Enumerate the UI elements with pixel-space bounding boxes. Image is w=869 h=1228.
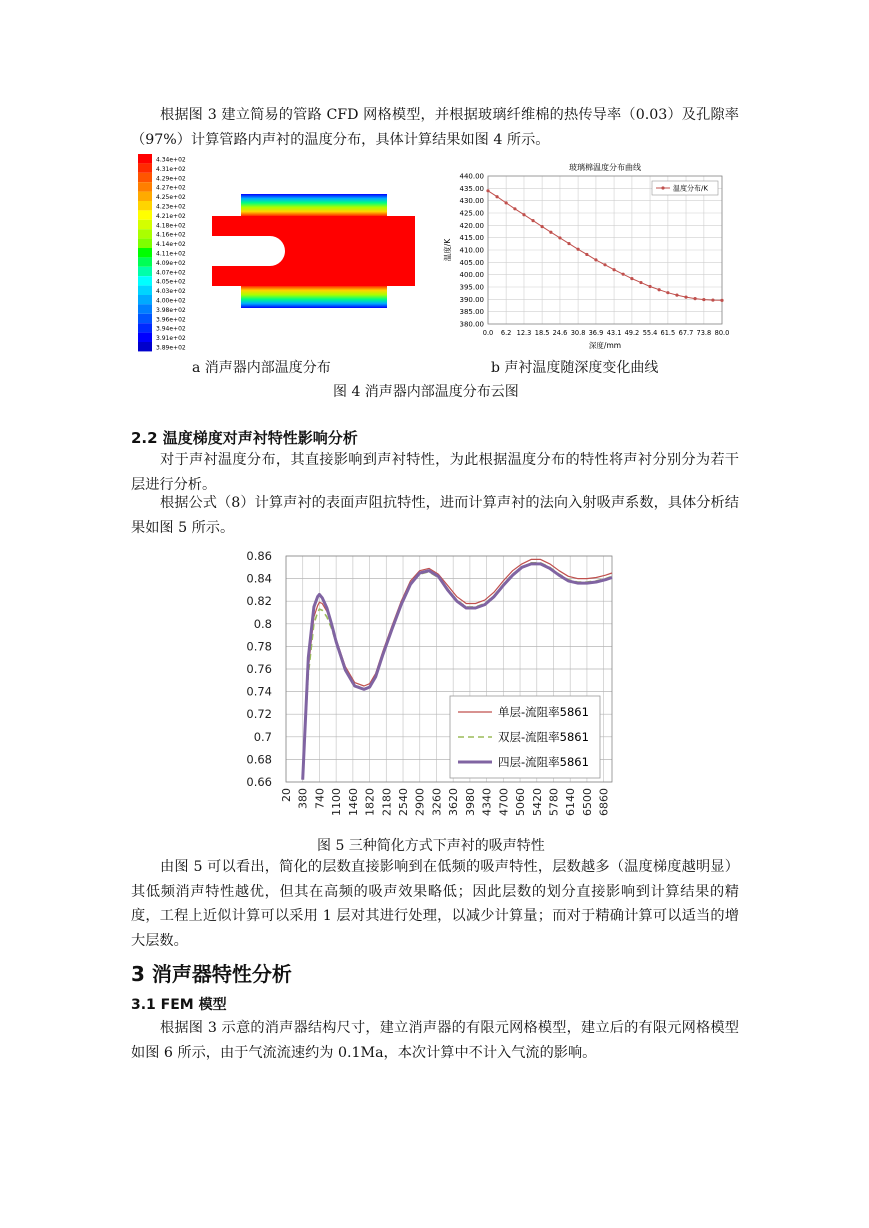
x-tick-label: 49.2 [624, 329, 640, 337]
temperature-point [585, 253, 588, 256]
x-tick-label: 380 [296, 788, 310, 809]
x-tick-label: 18.5 [534, 329, 550, 337]
intro-paragraph: 根据图 3 建立简易的管路 CFD 网格模型，并根据玻璃纤维棉的热传导率（0.03）及孔隙率（97%）计算管路内声衬的温度分布，具体计算结果如图 4 所示。 [131, 107, 739, 148]
section-3-title: 3 消声器特性分析 [131, 962, 292, 986]
legend-swatch [138, 342, 152, 351]
y-tick-label: 440.00 [459, 172, 484, 181]
x-tick-label: 5420 [530, 788, 544, 816]
liner-bottom [241, 286, 387, 308]
fig4-sub-b: b 声衬温度随深度变化曲线 [491, 360, 659, 376]
y-tick-label: 400.00 [459, 271, 484, 280]
x-tick-label: 30.8 [570, 329, 586, 337]
x-tick-label: 55.4 [642, 329, 658, 337]
legend-swatch [138, 267, 152, 276]
y-tick-label: 0.78 [246, 639, 272, 654]
legend-value: 4.09e+02 [156, 259, 186, 267]
x-axis-label: 深度/mm [588, 341, 622, 350]
legend-swatch [138, 304, 152, 313]
y-tick-label: 0.68 [246, 752, 272, 767]
temperature-point [675, 294, 678, 297]
legend-value: 4.21e+02 [156, 212, 186, 220]
temperature-point [684, 296, 687, 299]
legend-swatch [138, 286, 152, 295]
legend-swatch [138, 276, 152, 285]
legend-swatch [138, 239, 152, 248]
legend-value: 4.23e+02 [156, 203, 186, 211]
legend-swatch [138, 295, 152, 304]
x-tick-label: 3260 [430, 788, 444, 816]
x-tick-label: 3980 [463, 788, 477, 816]
y-tick-label: 390.00 [459, 295, 484, 304]
analysis-paragraph: 由图 5 可以看出，简化的层数直接影响到在低频的吸声特性，层数越多（温度梯度越明显）其低频消声特性越优，但其在高频的吸声效果略低；因此层数的划分直接影响到计算结果的精度，工程上近似计算可以采用 1 层对其进行处理，以减少计算量；而对于精确计算可以适当的增大层数。 [131, 859, 739, 949]
legend-value: 4.29e+02 [156, 175, 186, 183]
y-tick-label: 405.00 [459, 258, 484, 267]
temperature-point [711, 298, 714, 301]
legend-label: 四层-流阻率5861 [498, 755, 589, 769]
y-tick-label: 0.84 [246, 571, 272, 586]
x-tick-label: 73.8 [696, 329, 712, 337]
legend-swatch [138, 257, 152, 266]
legend-value: 4.11e+02 [156, 250, 186, 258]
y-tick-label: 0.76 [246, 662, 272, 676]
temperature-point [567, 242, 570, 245]
legend-value: 4.18e+02 [156, 222, 186, 230]
legend-swatch [138, 163, 152, 172]
legend-value: 4.03e+02 [156, 288, 186, 296]
y-axis-label: 温度/K [443, 238, 452, 262]
liner-top [241, 194, 387, 216]
y-tick-label: 415.00 [459, 234, 484, 243]
temperature-point [505, 201, 508, 204]
legend-swatch [138, 323, 152, 332]
section-2-2-title: 2.2 温度梯度对声衬特性影响分析 [131, 429, 358, 447]
fig4b-chart [440, 158, 735, 354]
x-tick-label: 24.6 [552, 329, 568, 337]
temperature-point [495, 195, 498, 198]
legend-label: 双层-流阻率5861 [498, 730, 589, 744]
temp-depth-chart [440, 158, 735, 354]
y-tick-label: 0.72 [246, 707, 272, 722]
legend-value: 3.96e+02 [156, 316, 186, 324]
x-tick-label: 5780 [547, 788, 561, 816]
temperature-point [522, 213, 525, 216]
y-tick-label: 410.00 [459, 246, 484, 255]
legend-swatch [138, 210, 152, 219]
x-tick-label: 6140 [564, 788, 578, 816]
temperature-series-line [488, 191, 722, 300]
x-tick-label: 2900 [413, 788, 427, 816]
x-tick-label: 36.9 [588, 329, 604, 337]
y-tick-label: 430.00 [459, 197, 484, 206]
temperature-point [486, 189, 489, 192]
temperature-point [603, 263, 606, 266]
x-tick-label: 4700 [497, 788, 511, 816]
temperature-point [622, 273, 625, 276]
x-tick-label: 12.3 [516, 329, 532, 337]
x-tick-label: 5060 [514, 788, 528, 816]
y-tick-label: 0.86 [246, 549, 272, 563]
y-tick-label: 420.00 [459, 221, 484, 230]
y-tick-label: 395.00 [459, 283, 484, 292]
temperature-point [594, 258, 597, 261]
fig4-sub-a: a 消声器内部温度分布 [192, 360, 331, 376]
temperature-point [513, 207, 516, 210]
chart-title: 玻璃棉温度分布曲线 [569, 163, 641, 172]
x-tick-label: 6.2 [500, 329, 512, 337]
legend-swatch [138, 220, 152, 229]
legend-value: 4.34e+02 [156, 156, 186, 164]
section-3-1-paragraph: 根据图 3 示意的消声器结构尺寸，建立消声器的有限元网格模型，建立后的有限元网格模型如图 6 所示，由于气流流速约为 0.1Ma，本次计算中不计入气流的影响。 [131, 1020, 739, 1061]
y-tick-label: 425.00 [459, 209, 484, 218]
section-2-2-p2: 根据公式（8）计算声衬的表面声阻抗特性，进而计算声衬的法向入射吸声系数，具体分析结果如图 5 所示。 [131, 495, 739, 536]
legend-marker [661, 186, 664, 189]
legend-value: 4.05e+02 [156, 278, 186, 286]
y-tick-label: 0.7 [253, 729, 272, 744]
fig5-chart [240, 546, 620, 828]
x-tick-label: 20 [280, 788, 293, 802]
y-tick-label: 0.82 [246, 594, 272, 609]
legend-value: 4.25e+02 [156, 194, 186, 202]
legend-value: 3.91e+02 [156, 335, 186, 343]
legend-value: 3.98e+02 [156, 306, 186, 314]
temperature-point [612, 268, 615, 271]
x-tick-label: 6500 [580, 788, 594, 816]
x-tick-label: 4340 [480, 788, 494, 816]
y-tick-label: 385.00 [459, 308, 484, 317]
x-tick-label: 3620 [447, 788, 461, 816]
fig5-caption: 图 5 三种简化方式下声衬的吸声特性 [317, 838, 545, 854]
temperature-point [541, 225, 544, 228]
legend-swatch [138, 182, 152, 191]
temperature-point [549, 231, 552, 234]
y-tick-label: 435.00 [459, 184, 484, 193]
legend-value: 4.00e+02 [156, 297, 186, 305]
temperature-point [702, 298, 705, 301]
x-tick-label: 0.0 [482, 329, 494, 337]
x-tick-label: 6860 [597, 788, 611, 816]
section-2-2-p1: 对于声衬温度分布，其直接影响到声衬特性，为此根据温度分布的特性将声衬分别分为若干层进行分析。 [131, 452, 739, 493]
x-tick-label: 80.0 [714, 329, 730, 337]
legend-swatch [138, 201, 152, 210]
legend-swatch [138, 192, 152, 201]
legend-swatch [138, 154, 152, 163]
legend-swatch [138, 173, 152, 182]
x-tick-label: 1460 [346, 788, 360, 816]
x-tick-label: 67.7 [678, 329, 694, 337]
legend-value: 4.16e+02 [156, 231, 186, 239]
x-tick-label: 1820 [363, 788, 377, 816]
legend-value: 4.27e+02 [156, 184, 186, 192]
x-tick-label: 2180 [380, 788, 394, 816]
temperature-point [531, 219, 534, 222]
y-tick-label: 0.8 [253, 616, 272, 631]
x-tick-label: 2540 [397, 788, 411, 816]
fig4a-svg [135, 152, 435, 352]
legend-value: 4.14e+02 [156, 241, 186, 249]
legend-label: 单层-流阻率5861 [498, 705, 589, 719]
temperature-point [658, 288, 661, 291]
section-3-1-title: 3.1 FEM 模型 [131, 997, 227, 1013]
temperature-point [630, 277, 633, 280]
legend-label: 温度分布/K [673, 184, 708, 193]
legend-value: 3.94e+02 [156, 325, 186, 333]
x-tick-label: 1100 [330, 788, 344, 816]
x-tick-label: 61.5 [660, 329, 676, 337]
fig4-caption: 图 4 消声器内部温度分布云图 [333, 384, 519, 400]
absorption-chart [240, 546, 620, 828]
temperature-point [558, 236, 561, 239]
legend-swatch [138, 314, 152, 323]
temperature-point [666, 291, 669, 294]
legend-value: 3.89e+02 [156, 344, 186, 352]
temperature-point [720, 299, 723, 302]
temperature-point [693, 297, 696, 300]
y-tick-label: 380.00 [459, 320, 484, 329]
y-tick-label: 0.66 [246, 775, 272, 789]
x-tick-label: 740 [313, 788, 327, 809]
legend-swatch [138, 248, 152, 257]
temperature-point [639, 281, 642, 284]
legend-value: 4.31e+02 [156, 165, 186, 173]
fig4a-contour [135, 152, 435, 352]
legend-swatch [138, 333, 152, 342]
legend-swatch [138, 229, 152, 238]
temperature-point [648, 285, 651, 288]
temperature-point [576, 248, 579, 251]
x-tick-label: 43.1 [606, 329, 622, 337]
y-tick-label: 0.74 [246, 684, 272, 699]
legend-value: 4.07e+02 [156, 269, 186, 277]
pipe-core [212, 216, 415, 286]
